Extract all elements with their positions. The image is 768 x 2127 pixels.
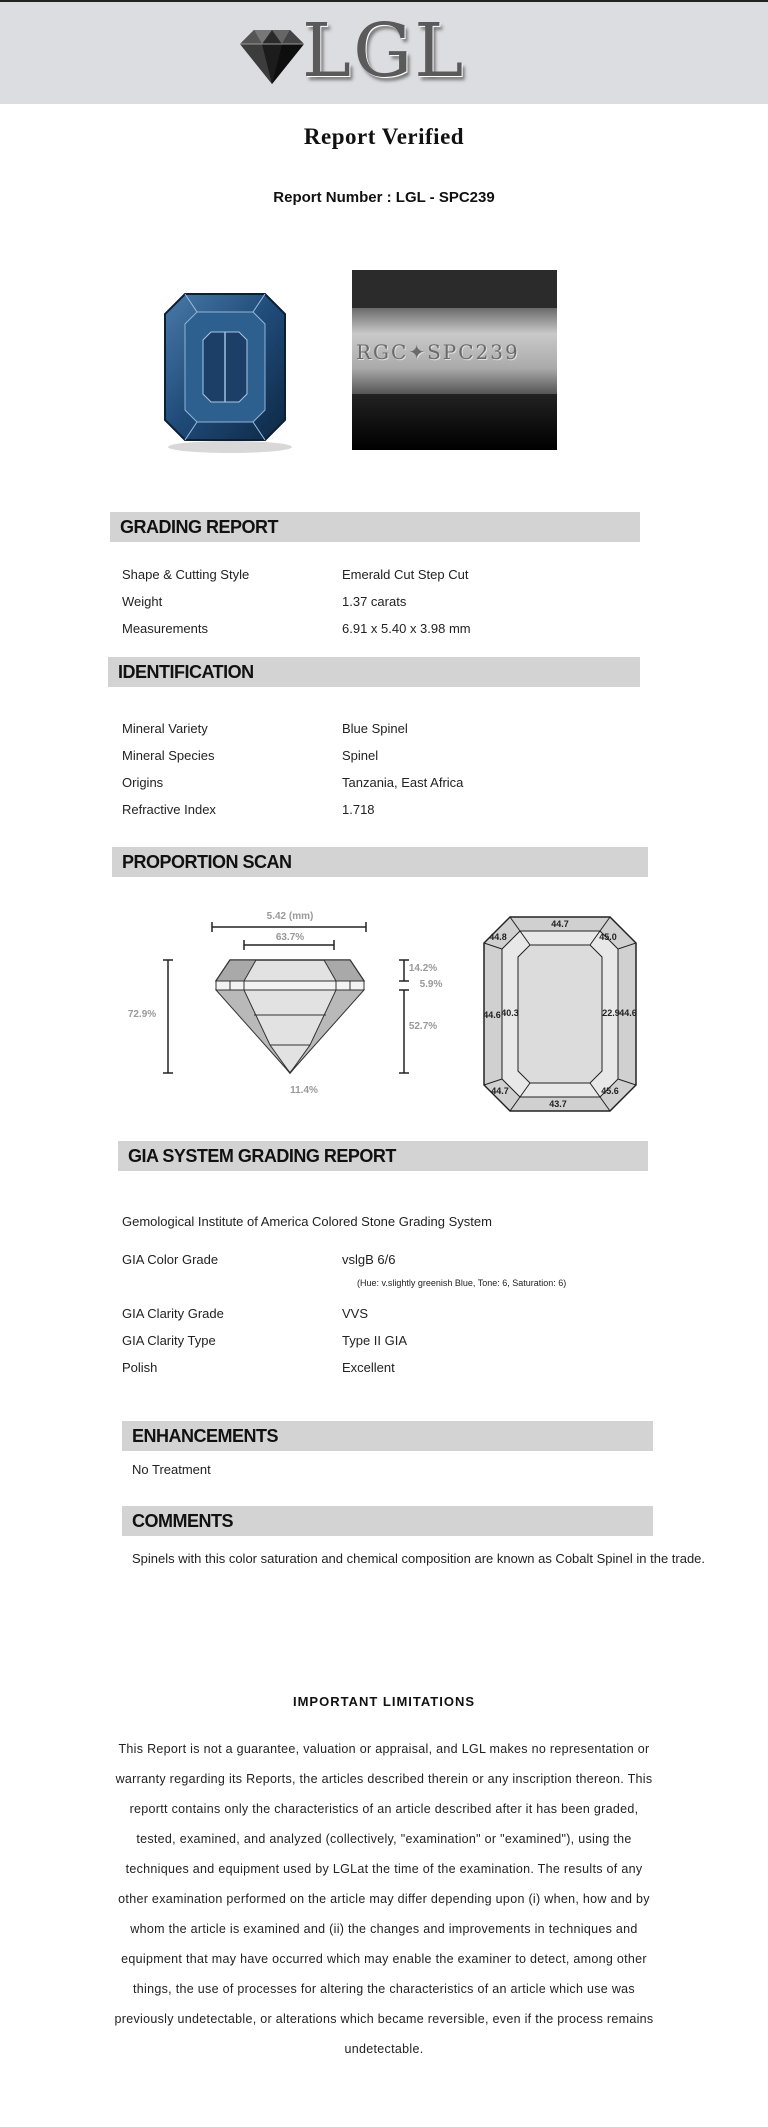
top-view-diagram xyxy=(474,905,648,1121)
gem-photo xyxy=(135,272,325,462)
limitations-text: This Report is not a guarantee, valuation or appraisal, and LGL makes no representation or warranty regarding its Reports, the articles described therein or any inscription thereon. This reportt contains only the characteristics of an article described after it has been graded, tested, examined, and analyzed (collectively, "examination" or "examined"), using the techniques and equipment used by LGLat the time of the examination. The results of any other examination performed on the article may differ depending upon (i) when, how and by whom the article is examined and (ii) the changes and improvements in techniques and equipment that may have occurred which may enable the examiner to detect, among other things, the use of processes for altering the characteristics of an article which use was previously undetectable, or alterations which became reversible, even if the process remains undetectable. xyxy=(114,1742,654,2056)
header-banner xyxy=(0,2,768,104)
row-value: 6.91 x 5.40 x 3.98 mm xyxy=(342,621,471,636)
row-value: 1.718 xyxy=(342,802,375,817)
diamond-icon xyxy=(232,26,312,86)
inscription-photo xyxy=(352,270,557,450)
row-label: GIA Clarity Type xyxy=(122,1333,216,1348)
tv-right-outer: 44.6 xyxy=(619,1008,637,1018)
row-value: 1.37 carats xyxy=(342,594,407,609)
color-grade-note: (Hue: v.slightly greenish Blue, Tone: 6, Saturation: 6) xyxy=(357,1278,567,1288)
lgl-logo xyxy=(232,8,494,96)
gia-heading: GIA SYSTEM GRADING REPORT xyxy=(118,1141,648,1171)
row-value: vslgB 6/6 xyxy=(342,1252,396,1267)
row-label: GIA Color Grade xyxy=(122,1252,219,1267)
row-label: Mineral Variety xyxy=(122,721,208,736)
row-value: Type II GIA xyxy=(342,1333,408,1348)
page-title: Report Verified xyxy=(303,124,465,149)
row-label: Polish xyxy=(122,1360,158,1375)
row-value: Emerald Cut Step Cut xyxy=(342,567,469,582)
row-value: Blue Spinel xyxy=(342,721,408,736)
inscription-text: RGC✦SPC239 xyxy=(356,340,520,364)
gia-system-text: Gemological Institute of America Colored Stone Grading System xyxy=(122,1214,492,1229)
width-label: 5.42 (mm) xyxy=(266,911,314,922)
tv-left-outer: 44.6 xyxy=(483,1010,501,1020)
report-number: Report Number : LGL - SPC239 xyxy=(273,189,495,206)
proportion-scan-heading: PROPORTION SCAN xyxy=(112,847,648,877)
girdle-label: 5.9% xyxy=(419,979,443,990)
row-value: VVS xyxy=(342,1306,369,1321)
pavilion-label: 52.7% xyxy=(408,1021,438,1032)
logo-text: LGL xyxy=(302,8,466,94)
row-label: Measurements xyxy=(122,621,208,636)
total-depth-label: 72.9% xyxy=(127,1009,157,1020)
grading-report-heading: GRADING REPORT xyxy=(110,512,640,542)
comments-heading: COMMENTS xyxy=(122,1506,653,1536)
row-label: Mineral Species xyxy=(122,748,215,763)
row-label: GIA Clarity Grade xyxy=(122,1306,224,1321)
row-value: Spinel xyxy=(342,748,379,763)
profile-diagram xyxy=(120,905,450,1117)
row-value: Excellent xyxy=(342,1360,395,1375)
identification-heading: IDENTIFICATION xyxy=(108,657,640,687)
enhancements-text: No Treatment xyxy=(132,1462,211,1477)
row-label: Refractive Index xyxy=(122,802,216,817)
row-value: Tanzania, East Africa xyxy=(342,775,464,790)
limitations-heading: IMPORTANT LIMITATIONS xyxy=(292,1694,476,1709)
table-label: 63.7% xyxy=(275,932,305,943)
crown-label: 14.2% xyxy=(408,963,438,974)
tv-bottom-right: 45.6 xyxy=(601,1086,619,1096)
row-label: Weight xyxy=(122,594,163,609)
enhancements-heading: ENHANCEMENTS xyxy=(122,1421,653,1451)
row-label: Origins xyxy=(122,775,164,790)
culet-label: 11.4% xyxy=(290,1085,318,1096)
tv-top: 44.7 xyxy=(551,919,569,929)
tv-top-right: 45.0 xyxy=(599,932,617,942)
row-label: Shape & Cutting Style xyxy=(122,567,250,582)
tv-bottom-left: 44.7 xyxy=(491,1086,509,1096)
comments-text: Spinels with this color saturation and chemical composition are known as Cobalt Spinel in the trade. xyxy=(132,1551,706,1566)
tv-top-left: 44.8 xyxy=(489,932,507,942)
tv-bottom: 43.7 xyxy=(549,1099,567,1109)
tv-right-inner: 22.9 xyxy=(602,1008,620,1018)
tv-left-inner: 40.3 xyxy=(501,1008,519,1018)
